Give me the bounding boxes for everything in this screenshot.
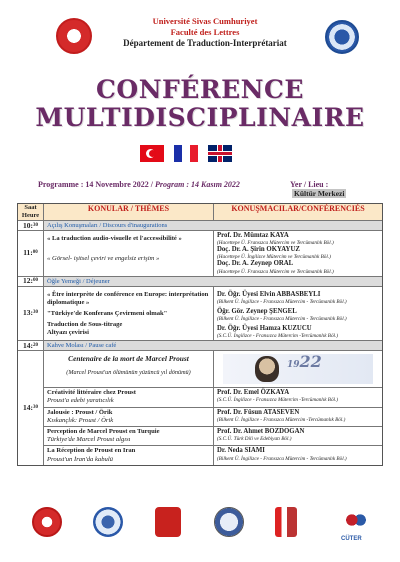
time-minutes: 30 (33, 405, 38, 411)
topic-title: Traduction de Sous-titrage (47, 321, 123, 329)
department-logo (325, 20, 359, 54)
time-cell (18, 231, 44, 276)
topic-cell (44, 231, 214, 276)
proust-session (44, 351, 382, 465)
proust-centenary-title-tr: (Marcel Proust'un ölümünün yüzüncü yıl dönümü) (66, 369, 191, 377)
speaker-affiliation: (Bilkent Ü. İngilizce - Fransızca Mütercim - Tercümanlık Böl.) (217, 298, 347, 305)
topic-cell (44, 287, 214, 341)
proust-talk-row (44, 388, 382, 407)
proust-face (255, 356, 279, 382)
time-cell (18, 351, 44, 465)
topic-title: « Être interprète de conférence en Europe: interprétation diplomatique » (47, 290, 209, 306)
speaker-name: Dr. Öğr. Üyesi Elvin ABBASBEYLI (217, 290, 321, 298)
uk-flag-icon (208, 145, 232, 162)
time-minutes: 00 (32, 250, 38, 256)
speaker-affiliation: (Bilkent Ü. İngilizce - Fransızca Mütercim -Tercümanlık Böl.) (217, 416, 346, 423)
table-row (18, 341, 382, 351)
table-row (18, 231, 382, 277)
title-line-2: MULTIDISCIPLINAIRE (35, 103, 365, 132)
proust-year (287, 352, 322, 372)
cuter-logo (342, 507, 370, 533)
table-row (18, 287, 382, 342)
turkey-flag-icon (140, 145, 164, 162)
speaker-name: Dr. Neda SIAMI (217, 447, 265, 455)
topic-cell (44, 446, 214, 464)
speaker-cell (214, 446, 382, 464)
col-time-header: Saat Heure (18, 204, 44, 220)
time-cell (18, 341, 44, 350)
partner-logos (0, 505, 400, 545)
speaker-name: Öğr. Gör. Zeynep ŞENGEL (217, 307, 297, 315)
time-minutes: 30 (33, 310, 38, 316)
speaker-name: Doç. Dr. A. Zeynep ORAL (217, 260, 294, 268)
topic-title: La Réception de Proust en Iran (47, 447, 136, 455)
venue-value: Kültür Merkezi (294, 189, 345, 198)
proust-talk-row (44, 408, 382, 427)
time-cell (18, 287, 44, 341)
speaker-name: Prof. Dr. Ahmet BOZDOGAN (217, 428, 305, 436)
time-text: 11: (23, 248, 33, 258)
speaker-name: Dr. Öğr. Üyesi Hamza KUZUCU (217, 325, 312, 333)
time-text: 14: (23, 340, 33, 350)
topic-title-tr: « Görsel- işitsel çeviri ve engelsiz erişim » (47, 255, 160, 263)
proust-year-prefix: 19 (287, 360, 300, 371)
time-minutes: 20 (33, 342, 38, 348)
lunch-break: Öğle Yemeği / Déjeuner (44, 277, 382, 286)
cuter-label: CÜTER (341, 536, 362, 542)
topic-title: Perception de Marcel Proust en Turquie (47, 428, 160, 436)
university-header (0, 14, 400, 64)
department-logo (93, 507, 123, 537)
col-speakers-header: KONUŞMACILAR/CONFÉRENCIÉS (231, 204, 365, 213)
topic-cell (44, 408, 214, 426)
topic-title: Jalousie : Proust / Örik (47, 408, 113, 416)
topic-title-tr: Proust'a edebi yaratıcılık (47, 397, 114, 405)
partner-seal-logo (214, 507, 244, 537)
proust-talk-row (44, 427, 382, 446)
university-seal-logo (32, 507, 62, 537)
department-name: Département de Traduction-Interprétariat (123, 38, 287, 48)
table-row (18, 351, 382, 465)
speaker-affiliation: (Hacettepe Ü. İngilizce Mütercim ve Tercümanlık Böl.) (217, 254, 331, 261)
topic-title-tr: Proust'un İran'da kabulü (47, 455, 113, 463)
speaker-cell (214, 408, 382, 426)
time-cell (18, 221, 44, 230)
hacettepe-logo (155, 507, 181, 537)
proust-image-cell (214, 351, 382, 387)
speaker-cell (214, 287, 382, 341)
program-table (17, 203, 383, 466)
proust-session-header (44, 351, 382, 388)
topic-title-tr: "Türkiye'de Konferans Çevirmeni olmak" (47, 310, 168, 318)
topic-title: « La traduction audio-visuelle et l'accessibilité » (47, 235, 182, 242)
title-line-1: CONFÉRENCE (96, 75, 304, 104)
header-text (100, 16, 310, 49)
table-header-row (18, 204, 382, 221)
speaker-name: Prof. Dr. Mümtaz KAYA (217, 232, 289, 239)
program-date-tr: Program : 14 Kasım 2022 (155, 180, 240, 189)
proust-portrait-image (223, 354, 373, 384)
france-flag-icon (174, 145, 198, 162)
time-cell (18, 277, 44, 286)
proust-year-main: 22 (299, 352, 322, 372)
topic-cell (44, 388, 214, 406)
program-date-fr: Programme : 14 Novembre 2022 / (38, 180, 154, 189)
speaker-name: Doç. Dr. A. Şirin OKYAYUZ (217, 246, 300, 254)
speaker-affiliation: (Hacettepe Ü. Fransızca Mütercim ve Tercümanlık Böl.) (217, 240, 334, 247)
proust-talk-row (44, 446, 382, 464)
speaker-affiliation: (S.C.Ü. İngilizce - Fransızca Mütercim -Tercümanlık Böl.) (217, 333, 339, 340)
conference-title (0, 76, 400, 132)
proust-heading-cell (44, 351, 214, 387)
opening-speeches: Açılış Konuşmaları / Discours d'inaugurations (44, 221, 382, 230)
speaker-cell (214, 427, 382, 445)
time-text: 14: (23, 403, 33, 413)
coffee-break: Kahve Molası / Pause café (44, 341, 382, 350)
topic-title-tr: Türkiye'de Marcel Proust algısı (47, 436, 131, 444)
time-text: 10: (23, 220, 33, 230)
topic-title-tr: Altyazı çevirisi (47, 329, 89, 337)
speaker-affiliation: (S.C.Ü. Türk Dili ve Edebiyatı Böl.) (217, 436, 292, 443)
topic-title: Créativité littéraire chez Proust (47, 389, 136, 397)
time-text: 13: (23, 308, 33, 318)
speaker-name: Prof. Dr. Füsun ATASEVEN (217, 408, 300, 416)
speaker-name: Prof. Dr. Emel ÖZKAYA (217, 389, 290, 397)
university-name: Université Sivas Cumhuriyet (152, 16, 258, 26)
language-flags (140, 145, 260, 163)
col-topics-header: KONULAR / THÈMES (44, 204, 214, 220)
time-minutes: 30 (33, 222, 38, 228)
speaker-affiliation: (Bilkent Ü. İngilizce - Fransızca Mütercim - Tercümanlık Böl.) (217, 316, 347, 323)
venue-label: Yer / Lieu : (290, 180, 329, 189)
time-text: 12: (23, 276, 33, 286)
speaker-cell (214, 388, 382, 406)
speaker-affiliation: (S.C.Ü. İngilizce - Fransızca Mütercim -Tercümanlık Böl.) (217, 397, 339, 404)
faculty-name: Faculté des Lettres (170, 27, 240, 37)
proust-centenary-title: Centenaire de la mort de Marcel Proust (68, 354, 189, 364)
table-row (18, 221, 382, 231)
speaker-affiliation: (Hacettepe Ü. Fransızca Mütercim ve Tercümanlık Böl.) (217, 268, 334, 275)
program-date (38, 180, 240, 189)
time-minutes: 00 (33, 278, 38, 284)
speaker-affiliation: (Bilkent Ü. İngilizce - Fransızca Mütercim - Tercümanlık Böl.) (217, 455, 347, 462)
university-seal-logo (56, 18, 92, 54)
topic-cell (44, 427, 214, 445)
faculty-logo (275, 507, 297, 537)
proust-items (44, 388, 382, 465)
speaker-cell (214, 231, 382, 276)
topic-title-tr: Kıskançlık: Proust / Örik (47, 416, 114, 424)
table-row (18, 277, 382, 287)
